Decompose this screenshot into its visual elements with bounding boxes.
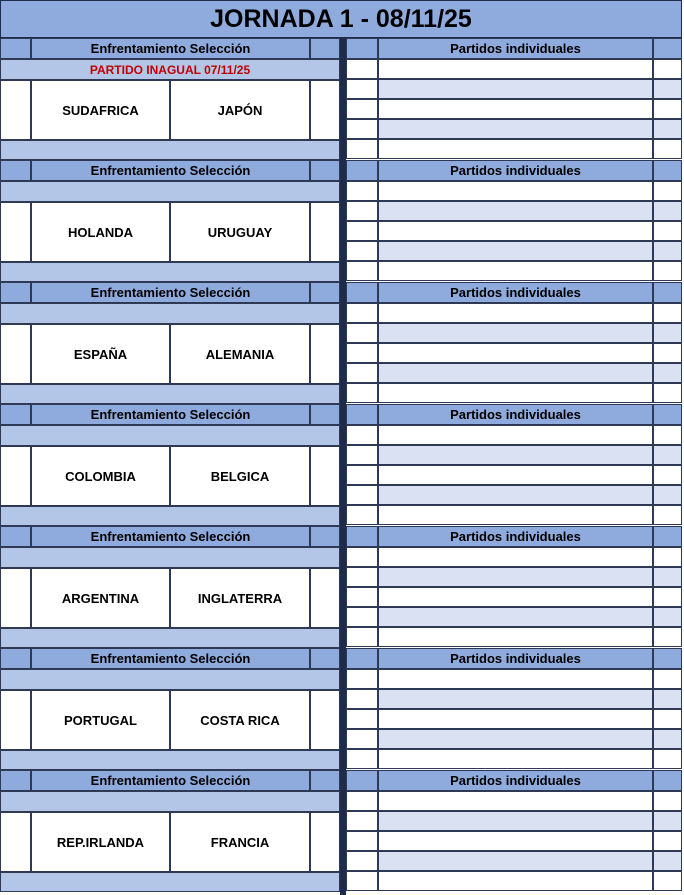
score-cell-left[interactable] — [0, 446, 31, 506]
individual-score-left[interactable] — [346, 831, 378, 851]
selection-header: Enfrentamiento Selección — [31, 770, 310, 791]
individual-score-left[interactable] — [346, 425, 378, 445]
header-corner-right — [310, 648, 340, 669]
individual-match-row[interactable] — [378, 181, 653, 201]
individual-match-row[interactable] — [378, 749, 653, 769]
individual-match-row[interactable] — [378, 567, 653, 587]
header-corner-left — [0, 38, 31, 59]
individual-score-right[interactable] — [653, 425, 682, 445]
individual-score-right[interactable] — [653, 607, 682, 627]
individual-score-left[interactable] — [346, 547, 378, 567]
individual-score-left[interactable] — [346, 363, 378, 383]
individual-score-left[interactable] — [346, 465, 378, 485]
header-corner-left — [346, 770, 378, 791]
header-corner-right — [310, 282, 340, 303]
individual-score-right[interactable] — [653, 669, 682, 689]
footer-band — [0, 384, 340, 404]
header-corner-right — [653, 526, 682, 547]
individual-score-right[interactable] — [653, 567, 682, 587]
individual-match-row[interactable] — [378, 729, 653, 749]
note-row: PARTIDO INAGUAL 07/11/25 — [0, 59, 340, 80]
away-team: INGLATERRA — [170, 568, 310, 628]
individual-match-row[interactable] — [378, 485, 653, 505]
header-corner-right — [653, 770, 682, 791]
individual-score-right[interactable] — [653, 383, 682, 403]
individual-match-row[interactable] — [378, 241, 653, 261]
score-cell-left[interactable] — [0, 80, 31, 140]
individual-match-row[interactable] — [378, 201, 653, 221]
individual-score-right[interactable] — [653, 343, 682, 363]
individual-score-left[interactable] — [346, 749, 378, 769]
column-divider — [340, 38, 346, 895]
individual-score-right[interactable] — [653, 303, 682, 323]
home-team: SUDAFRICA — [31, 80, 170, 140]
footer-band — [0, 628, 340, 648]
individual-score-left[interactable] — [346, 79, 378, 99]
away-team: BELGICA — [170, 446, 310, 506]
individual-score-left[interactable] — [346, 261, 378, 281]
header-corner-right — [653, 648, 682, 669]
individual-match-row[interactable] — [378, 709, 653, 729]
individual-score-right[interactable] — [653, 547, 682, 567]
individual-score-left[interactable] — [346, 99, 378, 119]
individual-score-right[interactable] — [653, 261, 682, 281]
individual-score-left[interactable] — [346, 851, 378, 871]
footer-band — [0, 750, 340, 770]
header-corner-right — [310, 770, 340, 791]
individual-score-right[interactable] — [653, 465, 682, 485]
individual-score-right[interactable] — [653, 59, 682, 79]
home-team: HOLANDA — [31, 202, 170, 262]
individual-match-row[interactable] — [378, 871, 653, 891]
away-team: ALEMANIA — [170, 324, 310, 384]
individual-match-row[interactable] — [378, 221, 653, 241]
home-team: REP.IRLANDA — [31, 812, 170, 872]
selection-header: Enfrentamiento Selección — [31, 404, 310, 425]
individual-score-left[interactable] — [346, 139, 378, 159]
individual-score-right[interactable] — [653, 363, 682, 383]
score-cell-right[interactable] — [310, 812, 340, 872]
individual-score-left[interactable] — [346, 59, 378, 79]
score-cell-left[interactable] — [0, 324, 31, 384]
score-cell-right[interactable] — [310, 324, 340, 384]
individual-match-row[interactable] — [378, 505, 653, 525]
note-row — [0, 669, 340, 690]
individual-score-right[interactable] — [653, 139, 682, 159]
score-cell-right[interactable] — [310, 446, 340, 506]
home-team: COLOMBIA — [31, 446, 170, 506]
individual-match-row[interactable] — [378, 547, 653, 567]
selection-header: Enfrentamiento Selección — [31, 648, 310, 669]
individual-score-right[interactable] — [653, 831, 682, 851]
individual-score-right[interactable] — [653, 445, 682, 465]
selection-header: Enfrentamiento Selección — [31, 160, 310, 181]
individual-match-row[interactable] — [378, 261, 653, 281]
individual-score-left[interactable] — [346, 729, 378, 749]
individual-score-right[interactable] — [653, 181, 682, 201]
individual-score-right[interactable] — [653, 851, 682, 871]
individual-score-right[interactable] — [653, 119, 682, 139]
individual-score-left[interactable] — [346, 221, 378, 241]
individual-score-right[interactable] — [653, 729, 682, 749]
header-corner-left — [346, 526, 378, 547]
score-cell-left[interactable] — [0, 690, 31, 750]
individual-match-row[interactable] — [378, 139, 653, 159]
individual-match-row[interactable] — [378, 811, 653, 831]
header-corner-right — [653, 282, 682, 303]
individual-score-left[interactable] — [346, 343, 378, 363]
note-row — [0, 547, 340, 568]
individual-match-row[interactable] — [378, 465, 653, 485]
individual-match-row[interactable] — [378, 323, 653, 343]
header-corner-left — [0, 770, 31, 791]
individual-match-row[interactable] — [378, 851, 653, 871]
away-team: JAPÓN — [170, 80, 310, 140]
individual-match-row[interactable] — [378, 689, 653, 709]
individual-score-right[interactable] — [653, 627, 682, 647]
individual-score-left[interactable] — [346, 791, 378, 811]
header-corner-left — [346, 648, 378, 669]
individual-header: Partidos individuales — [378, 282, 653, 303]
individual-score-right[interactable] — [653, 241, 682, 261]
individual-score-right[interactable] — [653, 791, 682, 811]
header-corner-right — [653, 160, 682, 181]
score-cell-right[interactable] — [310, 690, 340, 750]
individual-match-row[interactable] — [378, 119, 653, 139]
individual-score-right[interactable] — [653, 221, 682, 241]
individual-score-right[interactable] — [653, 749, 682, 769]
individual-score-right[interactable] — [653, 485, 682, 505]
individual-header: Partidos individuales — [378, 770, 653, 791]
individual-match-row[interactable] — [378, 445, 653, 465]
footer-band — [0, 872, 340, 892]
individual-score-right[interactable] — [653, 871, 682, 891]
individual-match-row[interactable] — [378, 627, 653, 647]
individual-score-left[interactable] — [346, 383, 378, 403]
note-row — [0, 425, 340, 446]
individual-score-right[interactable] — [653, 709, 682, 729]
page-title: JORNADA 1 - 08/11/25 — [0, 0, 682, 38]
individual-score-left[interactable] — [346, 505, 378, 525]
header-corner-right — [310, 38, 340, 59]
score-cell-left[interactable] — [0, 812, 31, 872]
selection-header: Enfrentamiento Selección — [31, 282, 310, 303]
header-corner-right — [653, 38, 682, 59]
individual-match-row[interactable] — [378, 303, 653, 323]
individual-score-left[interactable] — [346, 587, 378, 607]
away-team: FRANCIA — [170, 812, 310, 872]
individual-score-left[interactable] — [346, 607, 378, 627]
header-corner-left — [0, 404, 31, 425]
individual-score-left[interactable] — [346, 201, 378, 221]
selection-header: Enfrentamiento Selección — [31, 38, 310, 59]
individual-header: Partidos individuales — [378, 160, 653, 181]
individual-score-left[interactable] — [346, 181, 378, 201]
header-corner-right — [310, 404, 340, 425]
individual-match-row[interactable] — [378, 79, 653, 99]
individual-score-right[interactable] — [653, 323, 682, 343]
footer-band — [0, 140, 340, 160]
individual-match-row[interactable] — [378, 99, 653, 119]
score-cell-left[interactable] — [0, 202, 31, 262]
individual-score-right[interactable] — [653, 811, 682, 831]
individual-score-left[interactable] — [346, 119, 378, 139]
individual-match-row[interactable] — [378, 587, 653, 607]
score-cell-left[interactable] — [0, 568, 31, 628]
individual-score-left[interactable] — [346, 241, 378, 261]
individual-score-left[interactable] — [346, 689, 378, 709]
header-corner-right — [310, 526, 340, 547]
individual-score-left[interactable] — [346, 323, 378, 343]
individual-score-right[interactable] — [653, 99, 682, 119]
individual-match-row[interactable] — [378, 669, 653, 689]
individual-score-left[interactable] — [346, 811, 378, 831]
individual-score-right[interactable] — [653, 689, 682, 709]
individual-match-row[interactable] — [378, 791, 653, 811]
individual-header: Partidos individuales — [378, 38, 653, 59]
header-corner-left — [0, 282, 31, 303]
score-cell-right[interactable] — [310, 202, 340, 262]
individual-match-row[interactable] — [378, 363, 653, 383]
individual-match-row[interactable] — [378, 59, 653, 79]
footer-band — [0, 506, 340, 526]
note-row — [0, 791, 340, 812]
individual-match-row[interactable] — [378, 343, 653, 363]
score-cell-right[interactable] — [310, 568, 340, 628]
individual-score-left[interactable] — [346, 709, 378, 729]
away-team: URUGUAY — [170, 202, 310, 262]
header-corner-left — [0, 648, 31, 669]
individual-score-left[interactable] — [346, 871, 378, 891]
individual-score-left[interactable] — [346, 303, 378, 323]
individual-header: Partidos individuales — [378, 526, 653, 547]
note-row — [0, 181, 340, 202]
individual-match-row[interactable] — [378, 425, 653, 445]
away-team: COSTA RICA — [170, 690, 310, 750]
individual-score-right[interactable] — [653, 587, 682, 607]
header-corner-left — [346, 38, 378, 59]
header-corner-right — [653, 404, 682, 425]
individual-score-right[interactable] — [653, 201, 682, 221]
individual-score-left[interactable] — [346, 627, 378, 647]
individual-match-row[interactable] — [378, 607, 653, 627]
header-corner-left — [346, 404, 378, 425]
footer-band — [0, 262, 340, 282]
individual-score-left[interactable] — [346, 567, 378, 587]
home-team: PORTUGAL — [31, 690, 170, 750]
note-row — [0, 303, 340, 324]
header-corner-left — [0, 160, 31, 181]
individual-score-left[interactable] — [346, 669, 378, 689]
score-cell-right[interactable] — [310, 80, 340, 140]
header-corner-left — [0, 526, 31, 547]
individual-match-row[interactable] — [378, 383, 653, 403]
individual-header: Partidos individuales — [378, 648, 653, 669]
individual-match-row[interactable] — [378, 831, 653, 851]
header-corner-left — [346, 282, 378, 303]
individual-score-right[interactable] — [653, 79, 682, 99]
individual-score-right[interactable] — [653, 505, 682, 525]
header-corner-left — [346, 160, 378, 181]
header-corner-right — [310, 160, 340, 181]
individual-score-left[interactable] — [346, 485, 378, 505]
individual-header: Partidos individuales — [378, 404, 653, 425]
selection-header: Enfrentamiento Selección — [31, 526, 310, 547]
individual-score-left[interactable] — [346, 445, 378, 465]
home-team: ARGENTINA — [31, 568, 170, 628]
home-team: ESPAÑA — [31, 324, 170, 384]
